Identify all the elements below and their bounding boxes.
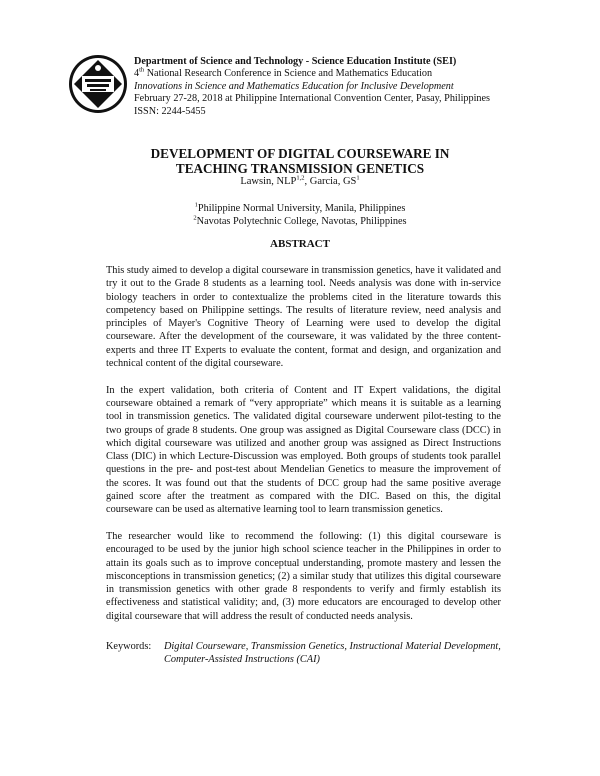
- paper-title: [60, 146, 540, 176]
- paper-title-line2: TEACHING TRANSMISSION GENETICS: [175, 161, 425, 176]
- keywords-section: [106, 640, 501, 667]
- affiliations: [60, 202, 540, 228]
- paper-title-line1: DEVELOPMENT OF DIGITAL COURSEWARE IN: [150, 146, 450, 161]
- dost-sei-logo-icon: [68, 54, 128, 114]
- abstract-body: [106, 264, 501, 636]
- affiliation-2: $^2$Navotas Polytechnic College, Navotas, Philippines: [193, 214, 407, 227]
- header-organization: Department of Science and Technology - Science Education Institute (SEI): [134, 56, 457, 67]
- abstract-heading: ABSTRACT: [270, 238, 330, 250]
- affiliation-1: $^1$Philippine Normal University, Manila, Philippines: [194, 201, 406, 214]
- abstract-paragraph-1: This study aimed to develop a digital courseware in transmission genetics, have it validated and try it out to the Grade 8 students as a learning tool. Needs analysis was done with in-service biology teachers in order to contextualize the problems cited in the literature towards this competency based on Philippine settings. The results of literature review, need analysis and principles of Mayer's Cognitive Theory of Learning were used to develop the digital courseware. After the development of the courseware, it was validated by the three content-experts and three IT Experts to evaluate the content, format and design, and organization and technical content of the digital courseware.: [106, 265, 501, 370]
- abstract-paragraph-2: In the expert validation, both criteria of Content and IT Expert validations, the digital courseware obtained a remark of “very appropriate” which means it is suitable as a learning tool in transmission genetics. The validated digital courseware underwent pilot-testing to the two groups of grade 8 students. One group was assigned as Digital Courseware class (DCC) in which digital courseware was utilized and another group was assigned as Direct Instructions Class (DIC) in which Lecture-Discussion was employed. Both groups of students took parallel questions in the pre- and post-test about Mendelian Genetics to measure the improvement of the scores. It was found out that the students of DCC group had the same positive average gained score after the treatment as compared with the DIC. Based on this, the digital courseware can be used as alternative learning tool to learn transmission genetics.: [106, 384, 501, 516]
- author-list: Lawsin, NLP$^{1,2}$, Garcia, $GS^1$: [240, 174, 360, 187]
- conference-header: [68, 42, 588, 122]
- header-conference: 4th National Research Conference in Science and Mathematics Education: [134, 67, 433, 80]
- keywords-label: Keywords:: [106, 641, 152, 652]
- header-theme: Innovations in Science and Mathematics Education for Inclusive Development: [134, 80, 454, 92]
- keywords-text: Digital Courseware, Transmission Genetics, Instructional Material Development, Computer-Assisted Instructions (CAI): [164, 641, 501, 666]
- abstract-paragraph-3: The researcher would like to recommend the following: (1) this digital courseware is encouraged to be used by the junior high school science teacher in the Philippines in order to attain its goals such as to improve conceptual understanding, promote mastery and lessen the misconceptions in transmission genetics; (2) a similar study that utilizes this digital courseware in transmission genetics with other grade 8 respondents to verify and firmly establish its effectiveness and statistical validity; and, (3) more educators are encouraged to develop other digital courseware that will address the result of conducted needs analysis.: [106, 530, 501, 622]
- header-date-venue: February 27-28, 2018 at Philippine International Convention Center, Pasay, Philippines: [134, 93, 491, 105]
- header-issn: ISSN: 2244-5455: [134, 105, 206, 117]
